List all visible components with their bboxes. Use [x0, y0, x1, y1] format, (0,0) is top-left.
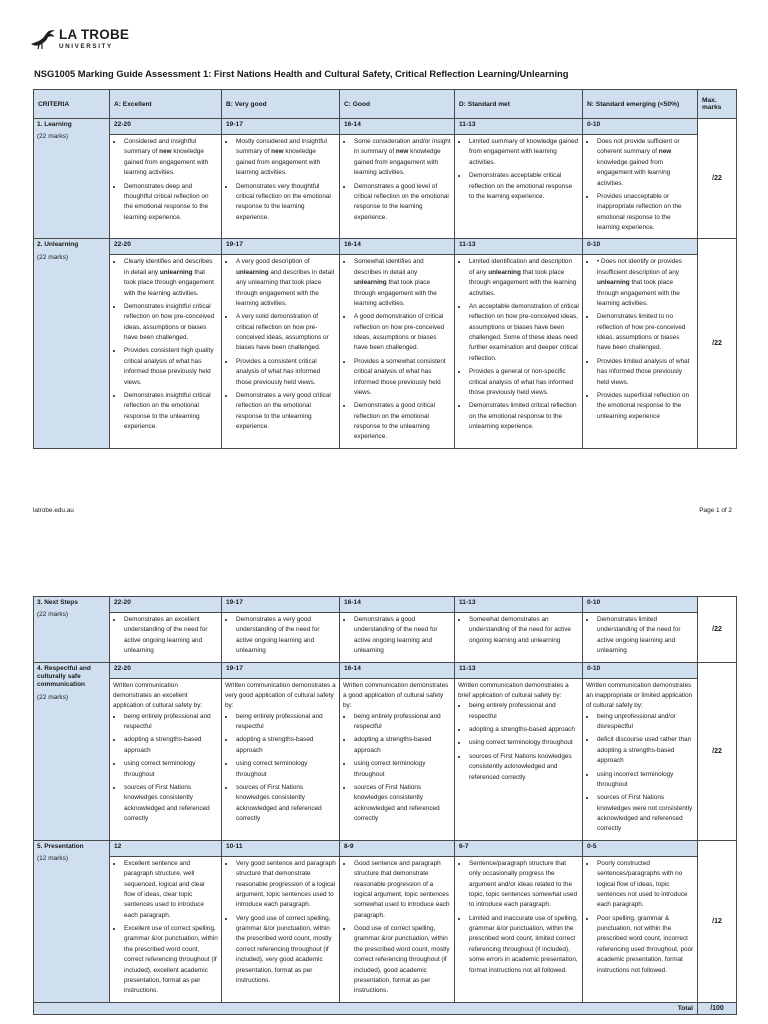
- grade-range: 11-13: [455, 119, 583, 135]
- emphasis-text: unlearning: [597, 279, 630, 287]
- descriptor-bullet: • Demonstrates a very good critical reflection on the emotional response to the unlearning experience.: [235, 391, 336, 433]
- descriptor-bullet: • Demonstrates a good critical reflection on the emotional response to the unlearning experience.: [353, 401, 451, 443]
- descriptor-bullet: • adopting a strengths-based approach: [235, 735, 336, 756]
- criterion-marks: (22 marks): [37, 253, 69, 261]
- descriptor-list: [225, 615, 336, 657]
- descriptor-bullet: • Very good use of correct spelling, grammar &/or punctuation, within the prescribed word count, mostly correct referencing throughout (if included), very good academic presentation, format as per instructions.: [235, 914, 336, 987]
- header-cell: A: Excellent: [110, 90, 222, 119]
- descriptor-list: [113, 712, 218, 825]
- descriptor-list: [225, 137, 336, 223]
- descriptor-list: [225, 712, 336, 825]
- grade-range: 16-14: [340, 119, 455, 135]
- descriptor-cell: [455, 135, 583, 239]
- criterion-descriptor-row: [34, 255, 737, 448]
- grade-range: 19-17: [222, 662, 340, 678]
- descriptor-cell: [455, 255, 583, 448]
- footer-page-number: Page 1 of 2: [699, 507, 732, 514]
- descriptor-bullet: • Demonstrates limited critical reflection on the emotional response to the unlearning experience.: [468, 401, 579, 432]
- emphasis-text: new: [269, 148, 286, 156]
- rubric-table-page1: [33, 89, 737, 449]
- grade-range: 11-13: [455, 239, 583, 255]
- footer-url: latrobe.edu.au: [33, 507, 74, 514]
- descriptor-intro: Written communication demonstrates an excellent application of cultural safety by:: [113, 681, 203, 710]
- criterion-name: 4. Respectful and culturally safe communication: [37, 664, 91, 689]
- grade-range: 12: [110, 840, 222, 856]
- descriptor-cell: [222, 135, 340, 239]
- grade-range: 0-10: [583, 239, 698, 255]
- descriptor-bullet: • Provides a somewhat consistent critical analysis of what has informed those previously held views.: [353, 357, 451, 399]
- descriptor-bullet: • adopting a strengths-based approach: [353, 735, 451, 756]
- header-cell: C: Good: [340, 90, 455, 119]
- descriptor-cell: [340, 135, 455, 239]
- descriptor-bullet: • sources of First Nations knowledges consistently acknowledged and referenced correctly: [353, 783, 451, 825]
- descriptor-bullet: • Demonstrates limited understanding of the need for active ongoing learning and unlearning: [596, 615, 694, 657]
- descriptor-bullet: • using incorrect terminology throughout: [596, 770, 694, 791]
- descriptor-list: [458, 257, 579, 432]
- descriptor-bullet: • being entirely professional and respectful: [123, 712, 218, 733]
- grade-range: 11-13: [455, 597, 583, 613]
- criterion-descriptor-row: [34, 613, 737, 663]
- descriptor-list: [343, 859, 451, 997]
- descriptor-bullet: • using correct terminology throughout: [353, 759, 451, 780]
- descriptor-bullet: • A very good description of unlearning and describes in detail any unlearning that took place through engagement with the learning activities.: [235, 257, 336, 309]
- descriptor-list: [458, 701, 579, 783]
- descriptor-bullet: • Somewhat demonstrates an understanding of the need for active ongoing learning and unlearning: [468, 615, 579, 646]
- criterion-cell: [34, 119, 110, 239]
- descriptor-list: [343, 615, 451, 657]
- emphasis-text: unlearning: [488, 268, 521, 276]
- descriptor-bullet: • Very good sentence and paragraph structure that demonstrate reasonable progression of a logical argument, topic sentences used to introduce each paragraph.: [235, 859, 336, 911]
- grade-range: 6-7: [455, 840, 583, 856]
- descriptor-cell: [455, 678, 583, 840]
- criterion-marks: (12 marks): [37, 855, 69, 863]
- descriptor-bullet: • Demonstrates very thoughtful critical reflection on the emotional response to the learning experience.: [235, 182, 336, 224]
- descriptor-list: [113, 257, 218, 432]
- descriptor-bullet: • Limited and inaccurate use of spelling, grammar &/or punctuation, within the prescribed word count, limited correct referencing throughout (if included), some errors in academic presentation, format instructions not all followed.: [468, 914, 579, 976]
- criterion-marks: (22 marks): [37, 611, 69, 619]
- descriptor-bullet: • Demonstrates deep and thoughtful critical reflection on the emotional response to the learning experience.: [123, 182, 218, 224]
- descriptor-cell: [110, 856, 222, 1002]
- descriptor-cell: [110, 613, 222, 663]
- descriptor-cell: [222, 613, 340, 663]
- grade-range: 22-20: [110, 119, 222, 135]
- descriptor-bullet: • Provides limited analysis of what has informed those previously held views.: [596, 357, 694, 388]
- grade-range: 8-9: [340, 840, 455, 856]
- descriptor-cell: [340, 856, 455, 1002]
- descriptor-bullet: • sources of First Nations knowledges consistently acknowledged and referenced correctly: [123, 783, 218, 825]
- descriptor-bullet: • being entirely professional and respectful: [353, 712, 451, 733]
- descriptor-cell: [455, 856, 583, 1002]
- descriptor-list: [225, 257, 336, 432]
- total-row: [34, 1002, 737, 1014]
- descriptor-cell: [340, 678, 455, 840]
- descriptor-list: [458, 615, 579, 646]
- descriptor-cell: [340, 255, 455, 448]
- emphasis-text: unlearning: [159, 268, 193, 276]
- criterion-grade-row: [34, 840, 737, 856]
- criterion-descriptor-row: [34, 678, 737, 840]
- descriptor-bullet: • Demonstrates limited to no reflection of how pre-conceived ideas, assumptions or biases have been challenged.: [596, 312, 694, 354]
- descriptor-cell: [583, 135, 698, 239]
- descriptor-bullet: • Poorly constructed sentences/paragraphs with no logical flow of ideas, topic sentences not used to introduce each paragraph.: [596, 859, 694, 911]
- criterion-grade-row: [34, 239, 737, 255]
- header-cell: Max. marks: [698, 90, 737, 119]
- grade-range: 22-20: [110, 597, 222, 613]
- criterion-descriptor-row: [34, 135, 737, 239]
- descriptor-bullet: • A good demonstration of critical reflection on how pre-conceived ideas, assumptions or biases have been challenged.: [353, 312, 451, 354]
- descriptor-list: [343, 257, 451, 442]
- max-marks-cell: /22: [698, 662, 737, 840]
- descriptor-list: [586, 615, 694, 657]
- descriptor-intro: Written communication demonstrates a good application of cultural safety by:: [343, 681, 449, 710]
- criterion-name: 2. Unlearning: [37, 241, 79, 249]
- descriptor-list: [458, 137, 579, 202]
- descriptor-bullet: • Poor spelling, grammar & punctuation, not within the prescribed word count, incorrect referencing used throughout, poor academic presentation, format instructions not followed.: [596, 914, 694, 976]
- descriptor-cell: [222, 856, 340, 1002]
- descriptor-bullet: • using correct terminology throughout: [468, 738, 579, 748]
- descriptor-bullet: • adopting a strengths-based approach: [468, 725, 579, 735]
- header-cell: N: Standard emerging (<50%): [583, 90, 698, 119]
- descriptor-cell: [340, 613, 455, 663]
- criterion-cell: [34, 840, 110, 1002]
- logo-main-text: LA TROBE: [59, 27, 130, 43]
- descriptor-bullet: • Demonstrates acceptable critical reflection on the emotional response to the learning experience.: [468, 171, 579, 202]
- descriptor-bullet: • • Does not identify or provides insufficient description of any unlearning that took place through engagement with the learning activities.: [596, 257, 694, 309]
- rubric-table-page2: [33, 596, 737, 1015]
- grade-range: 11-13: [455, 662, 583, 678]
- descriptor-bullet: • Provides consistent high quality critical analysis of what has informed those previously held views.: [123, 346, 218, 388]
- descriptor-bullet: • Good use of correct spelling, grammar &/or punctuation, within the prescribed word count, mostly correct referencing throughout (if included), good academic presentation, format as per instructions.: [353, 924, 451, 997]
- grade-range: 0-10: [583, 597, 698, 613]
- grade-range: 0-10: [583, 119, 698, 135]
- grade-range: 10-11: [222, 840, 340, 856]
- descriptor-list: [113, 137, 218, 223]
- criterion-cell: [34, 239, 110, 448]
- grade-range: 16-14: [340, 239, 455, 255]
- descriptor-bullet: • Provides a general or non-specific critical analysis of what has informed those previously held views.: [468, 367, 579, 398]
- descriptor-cell: [455, 613, 583, 663]
- criterion-grade-row: [34, 119, 737, 135]
- grade-range: 0-10: [583, 662, 698, 678]
- descriptor-intro: Written communication demonstrates a brief application of cultural safety by:: [458, 681, 569, 699]
- criterion-cell: [34, 662, 110, 840]
- header-cell: D: Standard met: [455, 90, 583, 119]
- descriptor-bullet: • Excellent use of correct spelling, grammar &/or punctuation, within the prescribed word count, correct referencing throughout (if included), excellent academic presentation, format as per instructions.: [123, 924, 218, 997]
- descriptor-bullet: • Some consideration and/or insight in summary of new knowledge gained from engagement with learning activities.: [353, 137, 451, 179]
- descriptor-intro: Written communication demonstrates a very good application of cultural safety by:: [225, 681, 336, 710]
- header-row: [34, 90, 737, 119]
- descriptor-bullet: • Sentence/paragraph structure that only occasionally progress the argument and/or ideas related to the topic, topic sentences somewhat used to introduce each paragraph.: [468, 859, 579, 911]
- descriptor-bullet: • Demonstrates insightful critical reflection on the emotional response to the unlearning experience.: [123, 391, 218, 433]
- emphasis-text: unlearning: [354, 279, 387, 287]
- descriptor-bullet: • Provides a consistent critical analysis of what has informed those previously held views.: [235, 357, 336, 388]
- grade-range: 19-17: [222, 119, 340, 135]
- grade-range: 19-17: [222, 597, 340, 613]
- descriptor-bullet: • Somewhat identifies and describes in detail any unlearning that took place through engagement with the learning activities.: [353, 257, 451, 309]
- descriptor-bullet: • deficit discourse used rather than adopting a strengths-based approach: [596, 735, 694, 766]
- grade-range: 22-20: [110, 239, 222, 255]
- descriptor-bullet: • Demonstrates a good level of critical reflection on the emotional response to the learning experience.: [353, 182, 451, 224]
- criterion-name: 3. Next Steps: [37, 599, 78, 606]
- descriptor-list: [586, 712, 694, 835]
- descriptor-list: [343, 712, 451, 825]
- criterion-grade-row: [34, 597, 737, 613]
- emphasis-text: unlearning: [236, 268, 269, 276]
- descriptor-bullet: • Does not provide sufficient or coherent summary of new knowledge gained from engagement with learning activities.: [596, 137, 694, 189]
- descriptor-bullet: • Demonstrates an excellent understanding of the need for active ongoing learning and unlearning: [123, 615, 218, 657]
- max-marks-cell: /22: [698, 239, 737, 448]
- descriptor-list: [343, 137, 451, 223]
- descriptor-list: [225, 859, 336, 987]
- descriptor-bullet: • sources of First Nations knowledges consistently acknowledged and referenced correctly: [235, 783, 336, 825]
- descriptor-bullet: • Limited summary of knowledge gained from engagement with learning activities.: [468, 137, 579, 168]
- descriptor-bullet: • Demonstrates insightful critical reflection on how pre-conceived ideas, assumptions or biases have been challenged.: [123, 302, 218, 344]
- descriptor-bullet: • Mostly considered and insightful summary of new knowledge gained from engagement with learning activities.: [235, 137, 336, 179]
- criterion-marks: (22 marks): [37, 693, 69, 701]
- descriptor-cell: [583, 613, 698, 663]
- descriptor-bullet: • Good sentence and paragraph structure that demonstrate reasonable progression of a logical argument, topic sentences somewhat used to introduce each paragraph.: [353, 859, 451, 921]
- total-label: Total: [34, 1002, 698, 1014]
- descriptor-list: [586, 257, 694, 422]
- emphasis-text: new: [394, 148, 411, 156]
- bird-logo-icon: [30, 28, 56, 50]
- descriptor-intro: Written communication demonstrates an inappropriate or limited application of cultural safety by:: [586, 681, 693, 710]
- descriptor-bullet: • Clearly identifies and describes in detail any unlearning that took place through engagement with the learning activities.: [123, 257, 218, 299]
- descriptor-cell: [583, 678, 698, 840]
- document-title: NSG1005 Marking Guide Assessment 1: First Nations Health and Cultural Safety, Critical Reflection Learning/Unlearning: [34, 68, 569, 79]
- descriptor-bullet: • Provides unacceptable or inappropriate reflection on the emotional response to the learning experience.: [596, 192, 694, 234]
- descriptor-list: [586, 859, 694, 976]
- grade-range: 16-14: [340, 662, 455, 678]
- criterion-grade-row: [34, 662, 737, 678]
- descriptor-bullet: • sources of First Nations knowledges consistently acknowledged and referenced correctly: [468, 752, 579, 783]
- descriptor-bullet: • Limited identification and description of any unlearning that took place through engagement with the learning activities.: [468, 257, 579, 299]
- criterion-marks: (22 marks): [37, 133, 69, 141]
- descriptor-bullet: • An acceptable demonstration of critical reflection on how pre-conceived ideas, assumptions or biases have been challenged. Some of these ideas need further examination and deeper critical reflection.: [468, 302, 579, 364]
- descriptor-bullet: • using correct terminology throughout: [235, 759, 336, 780]
- max-marks-cell: /22: [698, 119, 737, 239]
- descriptor-bullet: • adopting a strengths-based approach: [123, 735, 218, 756]
- descriptor-bullet: • Demonstrates a good understanding of the need for active ongoing learning and unlearning: [353, 615, 451, 657]
- descriptor-cell: [583, 255, 698, 448]
- criterion-cell: [34, 597, 110, 663]
- criterion-name: 1. Learning: [37, 121, 72, 128]
- logo-sub-text: UNIVERSITY: [59, 42, 113, 50]
- descriptor-bullet: • A very solid demonstration of critical reflection on how pre-conceived ideas, assumptions or biases have been challenged.: [235, 312, 336, 354]
- max-marks-cell: /22: [698, 597, 737, 663]
- header-cell: B: Very good: [222, 90, 340, 119]
- descriptor-bullet: • sources of First Nations knowledges were not consistently acknowledged and referenced correctly: [596, 793, 694, 835]
- grade-range: 0-5: [583, 840, 698, 856]
- descriptor-list: [458, 859, 579, 976]
- descriptor-list: [113, 615, 218, 657]
- descriptor-bullet: • Excellent sentence and paragraph structure, well sequenced, logical and clear flow of ideas, clear topic sentences used to introduce each paragraph.: [123, 859, 218, 921]
- descriptor-bullet: • using correct terminology throughout: [123, 759, 218, 780]
- max-marks-cell: /12: [698, 840, 737, 1002]
- descriptor-bullet: • being entirely professional and respectful: [235, 712, 336, 733]
- descriptor-cell: [222, 678, 340, 840]
- grade-range: 22-20: [110, 662, 222, 678]
- descriptor-bullet: • Provides superficial reflection on the emotional response to the unlearning experience: [596, 391, 694, 422]
- descriptor-cell: [222, 255, 340, 448]
- total-max: /100: [698, 1002, 737, 1014]
- criterion-descriptor-row: [34, 856, 737, 1002]
- emphasis-text: new: [657, 148, 672, 156]
- descriptor-list: [113, 859, 218, 997]
- header-cell: CRITERIA: [34, 90, 110, 119]
- descriptor-bullet: • Demonstrates a very good understanding of the need for active ongoing learning and unlearning: [235, 615, 336, 657]
- descriptor-bullet: • being entirely professional and respectful: [468, 701, 579, 722]
- grade-range: 16-14: [340, 597, 455, 613]
- descriptor-bullet: • being unprofessional and/or disrespectful: [596, 712, 694, 733]
- latrobe-logo: [30, 28, 129, 50]
- descriptor-cell: [110, 255, 222, 448]
- criterion-name: 5. Presentation: [37, 842, 84, 850]
- descriptor-bullet: • Considered and insightful summary of new knowledge gained from engagement with learning activities.: [123, 137, 218, 179]
- descriptor-cell: [110, 678, 222, 840]
- descriptor-cell: [110, 135, 222, 239]
- grade-range: 19-17: [222, 239, 340, 255]
- emphasis-text: new: [157, 148, 174, 156]
- descriptor-cell: [583, 856, 698, 1002]
- descriptor-list: [586, 137, 694, 233]
